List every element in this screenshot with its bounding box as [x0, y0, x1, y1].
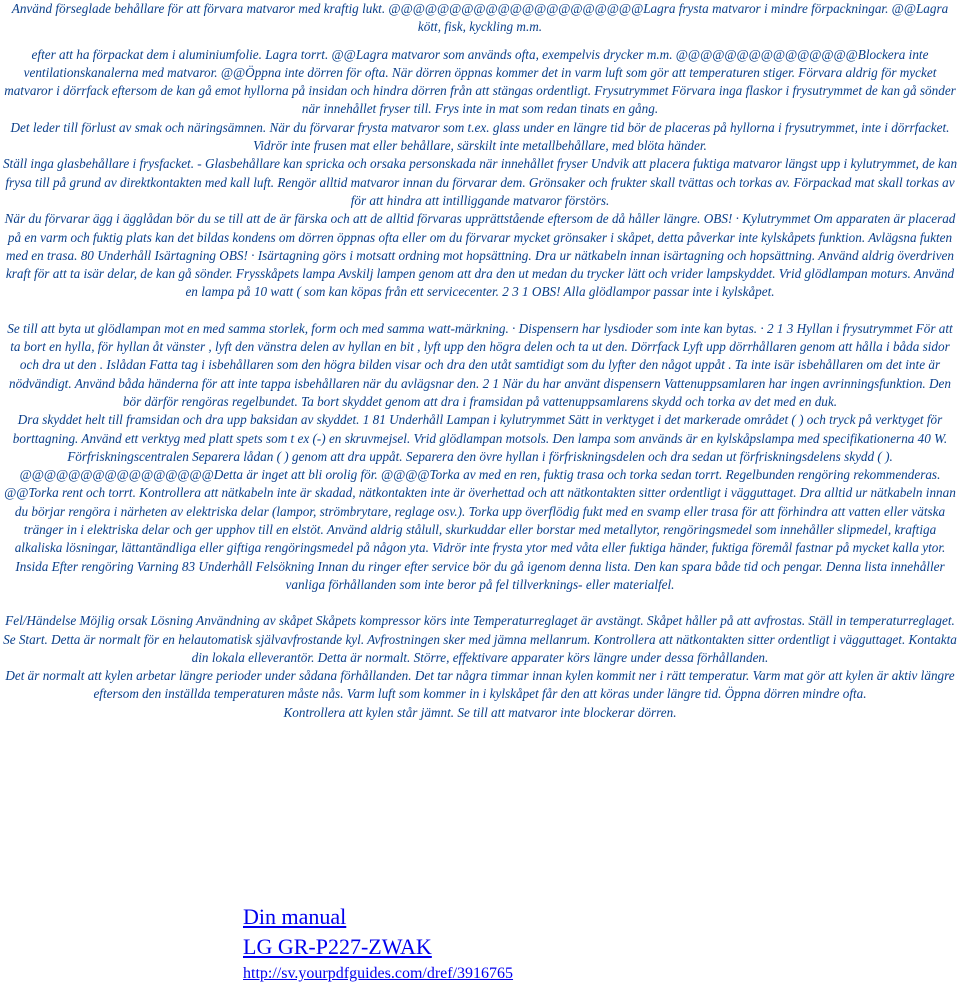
manual-footer [243, 902, 513, 986]
paragraph-refreshment-center: Förfriskningscentralen Separera lådan ( ) genom att dra uppåt. Separera den övre hyllan i förfriskningsdelen och dra sedan ut förfriskningsdelens skydd ( ). @@@@@@@@@@@@@@@@Detta är inget att bli orolig för. @@@@Torka av med en ren, fuktig trasa och torka sedan torrt. Regelbunden rengöring rekommenderas. [19, 448, 941, 483]
paragraph-cleaning: @@Torka rent och torrt. Kontrollera att nätkabeln inte är skadad, nätkontakten inte är överhettad och att nätkontakten sitter ordentligt i vägguttaget. Dra alltid ur nätkabeln innan du börjar rengöra i närheten av elektriska delar (lampor, strömbrytare, reglage osv.). Torka upp överflödig fukt med en svamp eller trasa för att förhindra att vatten eller vätska tränger in i elektriska delar och ger upphov till en elstöt. Använd aldrig stålull, skurkuddar eller borstar med metallytor, rengöringsmedel som innehåller slipmedel, kraftiga alkaliska lösningar, lättantändliga eller giftiga rengöringsmedel på någon yta. Vidrör inte frysta ytor med våta eller fuktiga händer, fuktiga föremål fastnar på mycket kalla ytor. Insida Efter rengöring Varning 83 Underhåll Felsökning Innan du ringer efter service bör du gå igenom denna lista. Den kan spara både tid och pengar. Denna lista innehåller vanliga förhållanden som inte beror på fel tillverknings- eller materialfel. [4, 485, 956, 592]
spacer [0, 302, 960, 320]
paragraph-glass-containers: Ställ inga glasbehållare i frysfacket. - Glasbehållare kan spricka och orsaka personskada när innehållet fryser Undvik att placera fuktiga matvaror längst upp i kylutrymmet, de kan frysa till på grund av direktkontakten med kall luft. Rengör alltid matvaror innan du förvarar dem. Grönsaker och frukter skall tvättas och torkas av. Förpackad mat skall torkas av för att hindra att intilliggande matvaror förstörs. [2, 156, 958, 208]
paragraph-fridge-lamp: Dra skyddet helt till framsidan och dra upp baksidan av skyddet. 1 81 Underhåll Lampan i kylutrymmet Sätt in verktyget i det markerade området ( ) och tryck på verktyget för borttagning. Använd ett verktyg med platt spets som t ex (-) en skruvmejsel. Vrid glödlampan motsols. Den lampa som används är en kylskåpslampa med specifikationerna 40 W. [12, 412, 948, 446]
paragraph-storage-tips: Använd förseglade behållare för att förvara matvaror med kraftig lukt. @@@@@@@@@@@@@@@@@@@@@Lagra frysta matvaror i mindre förpackningar. @@Lagra kött, fisk, kyckling m.m. [11, 1, 949, 35]
spacer [0, 594, 960, 612]
paragraph-normal-operation: Det är normalt att kylen arbetar längre perioder under sådana förhållanden. Det tar några timmar innan kylen kommit ner i rätt temperatur. Varm mat gör att kylen är aktiv längre eftersom den inställda temperaturen måste nås. Varm luft som kommer in i kylskåpet får den att köras under längre tid. Öppna dörren mindre ofta. [5, 668, 955, 702]
paragraph-troubleshooting: Fel/Händelse Möjlig orsak Lösning Användning av skåpet Skåpets kompressor körs inte Temperaturreglaget är avstängt. Skåpet håller på att avfrostas. Ställ in temperaturreglaget. Se Start. Detta är normalt för en helautomatisk självavfrostande kyl. Avfrostningen sker med jämna mellanrum. Kontrollera att nätkontakten sitter ordentligt i vägguttaget. Kontakta din lokala elleverantör. Detta är normalt. Större, effektivare apparater körs längre under dessa förhållanden. [3, 613, 957, 665]
paragraph-frozen-food: Det leder till förlust av smak och näringsämnen. När du förvarar frysta matvaror som t.ex. glass under en längre tid bör de placeras på hyllorna i frysutrymmet, inte i dörrfacket. Vidrör inte frusen mat eller behållare, särskilt inte metallbehållare, med blöta händer. [10, 119, 950, 154]
paragraph-storage-rules: efter att ha förpackat dem i aluminiumfolie. Lagra torrt. @@Lagra matvaror som används ofta, exempelvis drycker m.m. @@@@@@@@@@@@@@@Blockera inte ventilationskanalerna med matvaror. @@Öppna inte dörren för ofta. När dörren öppnas kommer det in varm luft som gör att temperaturen stiger. Förvara aldrig för mycket matvaror i dörrfack eftersom de kan gå emot hyllorna på insidan och hindra dörren från att stängas ordentligt. Frysutrymmet Förvara inga flaskor i frysutrymmet de kan gå sönder när innehållet fryser till. Frys inte in mat som redan tinats en gång. [4, 46, 956, 117]
paragraph-eggs-maintenance: När du förvarar ägg i ägglådan bör du se till att de är färska och att de alltid förvaras upprättstående eftersom de då håller längre. OBS! · Kylutrymmet Om apparaten är placerad på en varm och fuktig plats kan det bildas kondens om dörren öppnas ofta eller om du förvarar mycket grönsaker i skåpet, detta påverkar inte kylskåpets funktion. Avlägsna fukten med en trasa. 80 Underhåll Isärtagning OBS! · Isärtagning görs i motsatt ordning mot hopsättning. Dra ur nätkabeln innan isärtagning och hopsättning. Använd aldrig överdriven kraft för att ta isär delar, de kan gå sönder. Frysskåpets lampa Avskilj lampen genom att dra den ut medan du trycker lätt och vrider lampskyddet. Vrid glödlampan moturs. Använd en lampa på 10 watt ( som kan köpas från ett servicecenter. 2 3 1 OBS! Alla glödlampor passar inte i kylskåpet. [4, 211, 956, 300]
url-link[interactable]: http://sv.yourpdfguides.com/dref/3916765 [243, 965, 514, 982]
manual-link[interactable]: Din manual [243, 904, 347, 929]
paragraph-door-check: Kontrollera att kylen står jämnt. Se till att matvaror inte blockerar dörren. [283, 704, 677, 720]
spacer [0, 37, 960, 46]
model-link[interactable]: LG GR-P227-ZWAK [243, 934, 432, 959]
paragraph-lamp-shelves: Se till att byta ut glödlampan mot en med samma storlek, form och med samma watt-märkning. · Dispensern har lysdioder som inte kan bytas. · 2 1 3 Hyllan i frysutrymmet För att ta bort en hylla, för hyllan åt vänster , lyft den vänstra delen av hyllan en bit , lyft upp den högra delen och ta ut den. Dörrfack Lyft upp dörrhållaren genom att hålla i båda sidor och dra ut den . Islådan Fatta tag i isbehållaren som den högra bilden visar och dra den utåt samtidigt som du lyfter den något uppåt . Ta inte isär isbehållaren om det inte är nödvändigt. Använd båda händerna för att inte tappa isbehållaren när du avlägsnar den. 2 1 När du har använt dispensern Vattenuppsamlaren har ingen avrinningsfunktion. Den bör därför rengöras regelbundet. Ta bort skyddet genom att dra i framsidan på vattenuppsamlarens skydd och torka av det med en duk. [7, 320, 953, 409]
